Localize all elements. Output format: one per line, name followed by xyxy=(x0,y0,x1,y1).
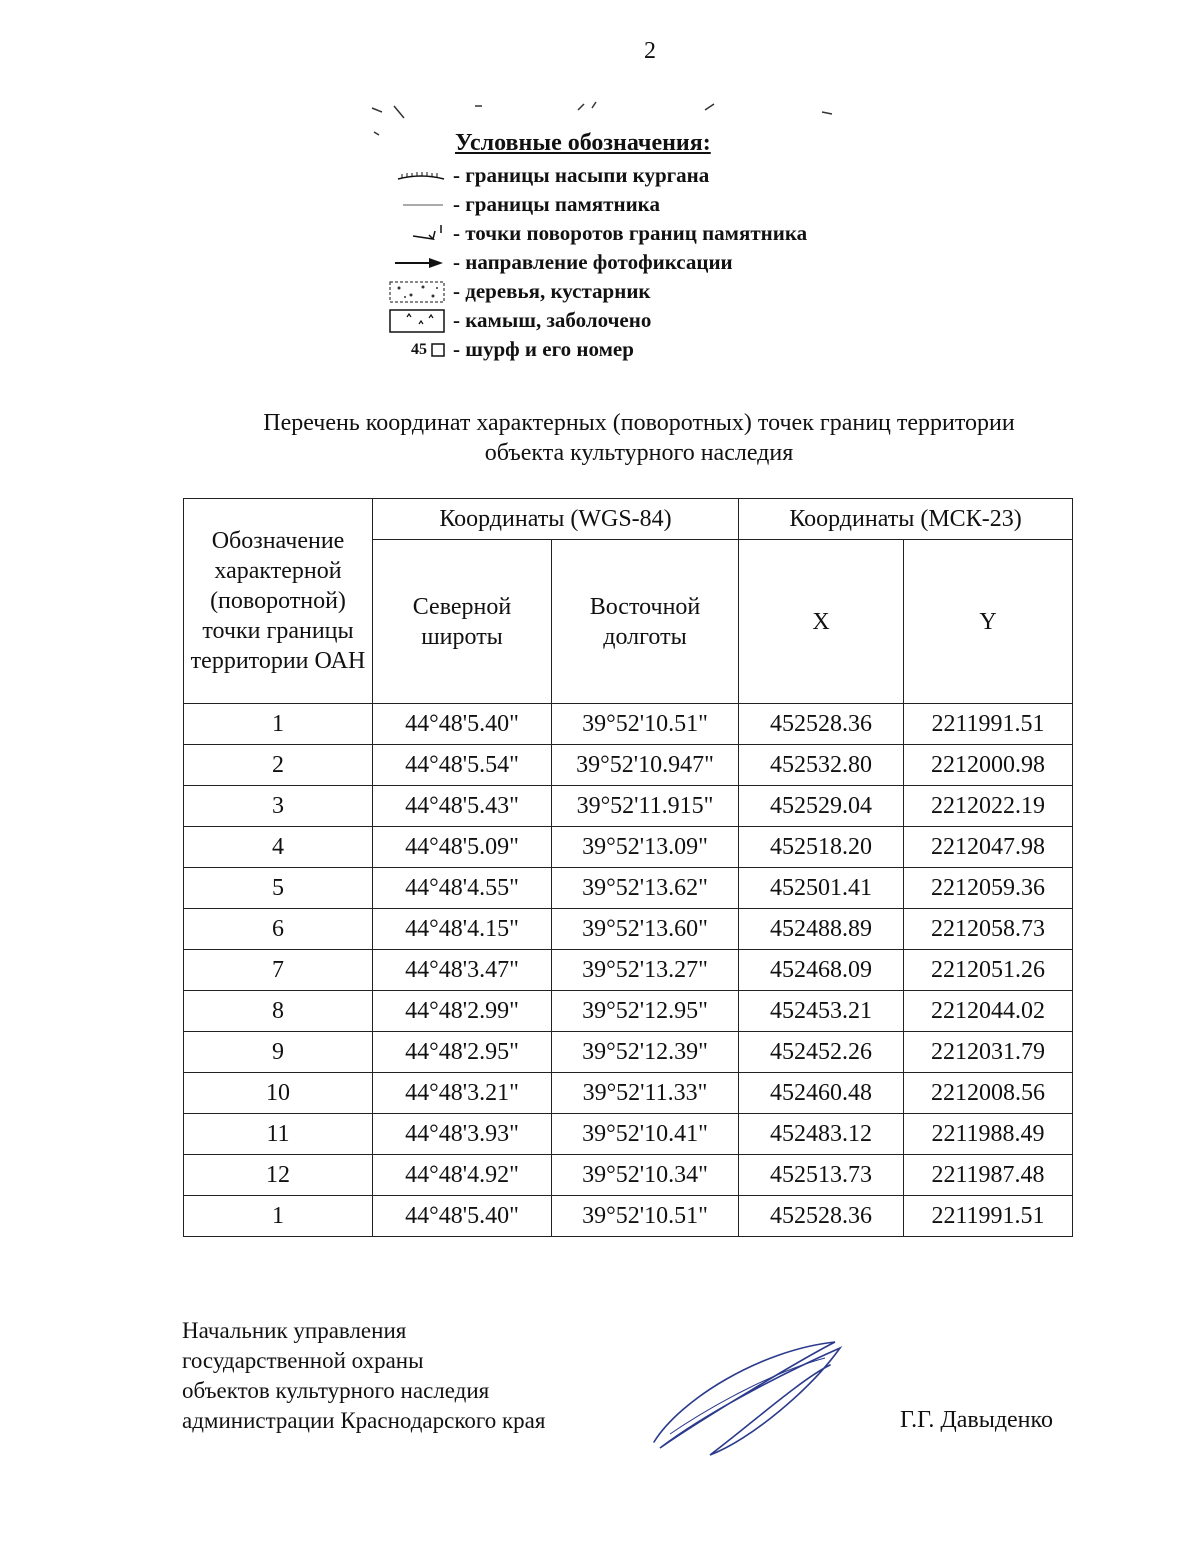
cell-longitude: 39°52'10.34" xyxy=(552,1155,739,1196)
table-row xyxy=(184,991,1073,1032)
cell-y: 2212031.79 xyxy=(904,1032,1073,1073)
legend-item xyxy=(380,190,900,219)
column-header-y: Y xyxy=(904,540,1073,704)
table-caption xyxy=(0,408,1200,468)
cell-point: 5 xyxy=(184,868,373,909)
cell-point: 1 xyxy=(184,704,373,745)
cell-x: 452518.20 xyxy=(739,827,904,868)
legend-label: - деревья, кустарник xyxy=(453,279,651,303)
cell-longitude: 39°52'13.62" xyxy=(552,868,739,909)
legend-item xyxy=(380,277,900,306)
page-number: 2 xyxy=(644,38,656,64)
cell-longitude: 39°52'10.41" xyxy=(552,1114,739,1155)
table-row xyxy=(184,1155,1073,1196)
cell-y: 2211988.49 xyxy=(904,1114,1073,1155)
cell-latitude: 44°48'3.21" xyxy=(373,1073,552,1114)
table-row xyxy=(184,868,1073,909)
table-row xyxy=(184,909,1073,950)
signer-title-line: государственной охраны xyxy=(182,1348,424,1373)
column-header-latitude: Северной широты xyxy=(373,540,552,704)
cell-point: 12 xyxy=(184,1155,373,1196)
cell-point: 9 xyxy=(184,1032,373,1073)
cell-longitude: 39°52'11.915" xyxy=(552,786,739,827)
cell-longitude: 39°52'12.39" xyxy=(552,1032,739,1073)
table-row xyxy=(184,745,1073,786)
cell-y: 2212008.56 xyxy=(904,1073,1073,1114)
cell-y: 2211991.51 xyxy=(904,1196,1073,1237)
cell-latitude: 44°48'4.92" xyxy=(373,1155,552,1196)
legend-item xyxy=(380,335,900,364)
cell-x: 452513.73 xyxy=(739,1155,904,1196)
cell-latitude: 44°48'5.40" xyxy=(373,1196,552,1237)
cell-x: 452483.12 xyxy=(739,1114,904,1155)
cell-x: 452528.36 xyxy=(739,1196,904,1237)
photo-direction-arrow-icon xyxy=(380,252,445,274)
cell-y: 2212000.98 xyxy=(904,745,1073,786)
table-row xyxy=(184,704,1073,745)
cell-point: 6 xyxy=(184,909,373,950)
caption-line: объекта культурного наследия xyxy=(484,440,794,466)
cell-y: 2212059.36 xyxy=(904,868,1073,909)
legend-item xyxy=(380,219,900,248)
cell-latitude: 44°48'5.54" xyxy=(373,745,552,786)
cell-longitude: 39°52'10.51" xyxy=(552,704,739,745)
cell-longitude: 39°52'10.51" xyxy=(552,1196,739,1237)
table-row xyxy=(184,827,1073,868)
signer-title-line: администрации Краснодарского края xyxy=(182,1408,546,1433)
cell-y: 2212047.98 xyxy=(904,827,1073,868)
legend-item xyxy=(380,248,900,277)
legend-label: - границы насыпи кургана xyxy=(453,163,710,187)
cell-point: 3 xyxy=(184,786,373,827)
cell-latitude: 44°48'5.40" xyxy=(373,704,552,745)
table-row xyxy=(184,1114,1073,1155)
cell-x: 452452.26 xyxy=(739,1032,904,1073)
cell-point: 10 xyxy=(184,1073,373,1114)
cell-x: 452453.21 xyxy=(739,991,904,1032)
cell-longitude: 39°52'13.27" xyxy=(552,950,739,991)
cell-latitude: 44°48'3.93" xyxy=(373,1114,552,1155)
cell-x: 452528.36 xyxy=(739,704,904,745)
cell-point: 2 xyxy=(184,745,373,786)
cell-latitude: 44°48'2.95" xyxy=(373,1032,552,1073)
cell-latitude: 44°48'5.43" xyxy=(373,786,552,827)
mound-boundary-icon xyxy=(380,165,445,187)
trees-shrubs-icon xyxy=(380,281,445,303)
cell-longitude: 39°52'10.947" xyxy=(552,745,739,786)
legend-label: - точки поворотов границ памятника xyxy=(453,221,808,245)
column-group-msk23: Координаты (МСК-23) xyxy=(739,499,1073,540)
cell-x: 452529.04 xyxy=(739,786,904,827)
legend-label: - камыш, заболочено xyxy=(453,308,652,332)
legend-title: Условные обозначения: xyxy=(455,130,711,156)
signature-block xyxy=(182,1316,545,1436)
signer-title-line: Начальник управления xyxy=(182,1318,407,1343)
column-header-designation: Обозначение характерной (поворотной) точки границы территории ОАН xyxy=(184,499,373,704)
cell-latitude: 44°48'2.99" xyxy=(373,991,552,1032)
column-header-longitude: Восточной долготы xyxy=(552,540,739,704)
turning-point-icon xyxy=(380,223,445,245)
handwritten-signature xyxy=(640,1330,860,1460)
cell-point: 11 xyxy=(184,1114,373,1155)
table-row xyxy=(184,1073,1073,1114)
reeds-swamp-icon xyxy=(380,310,445,332)
cell-point: 1 xyxy=(184,1196,373,1237)
cell-latitude: 44°48'5.09" xyxy=(373,827,552,868)
legend-label: - направление фотофиксации xyxy=(453,250,733,274)
monument-boundary-line-icon xyxy=(380,194,445,216)
cell-longitude: 39°52'12.95" xyxy=(552,991,739,1032)
coordinates-table xyxy=(183,498,1073,1237)
legend-item xyxy=(380,306,900,335)
cell-y: 2212022.19 xyxy=(904,786,1073,827)
signer-name: Г.Г. Давыденко xyxy=(900,1407,1053,1433)
table-row xyxy=(184,950,1073,991)
test-pit-number: 45 xyxy=(411,340,427,358)
cell-y: 2212051.26 xyxy=(904,950,1073,991)
cell-latitude: 44°48'4.15" xyxy=(373,909,552,950)
cell-y: 2211987.48 xyxy=(904,1155,1073,1196)
cell-longitude: 39°52'13.60" xyxy=(552,909,739,950)
column-header-x: X xyxy=(739,540,904,704)
cell-x: 452532.80 xyxy=(739,745,904,786)
cell-point: 8 xyxy=(184,991,373,1032)
column-group-wgs84: Координаты (WGS-84) xyxy=(373,499,739,540)
cell-x: 452460.48 xyxy=(739,1073,904,1114)
cell-x: 452488.89 xyxy=(739,909,904,950)
cell-x: 452468.09 xyxy=(739,950,904,991)
legend-label: - шурф и его номер xyxy=(453,337,634,361)
caption-line: Перечень координат характерных (поворотных) точек границ территории xyxy=(263,410,1015,436)
cell-point: 4 xyxy=(184,827,373,868)
signer-title-line: объектов культурного наследия xyxy=(182,1378,490,1403)
cell-latitude: 44°48'3.47" xyxy=(373,950,552,991)
test-pit-icon xyxy=(380,339,445,361)
cell-y: 2211991.51 xyxy=(904,704,1073,745)
legend xyxy=(380,130,900,364)
cell-longitude: 39°52'13.09" xyxy=(552,827,739,868)
legend-label: - границы памятника xyxy=(453,192,660,216)
cell-y: 2212058.73 xyxy=(904,909,1073,950)
table-row xyxy=(184,786,1073,827)
table-row xyxy=(184,1196,1073,1237)
table-row xyxy=(184,1032,1073,1073)
legend-item xyxy=(380,161,900,190)
cell-y: 2212044.02 xyxy=(904,991,1073,1032)
cell-point: 7 xyxy=(184,950,373,991)
cell-x: 452501.41 xyxy=(739,868,904,909)
cell-latitude: 44°48'4.55" xyxy=(373,868,552,909)
cell-longitude: 39°52'11.33" xyxy=(552,1073,739,1114)
